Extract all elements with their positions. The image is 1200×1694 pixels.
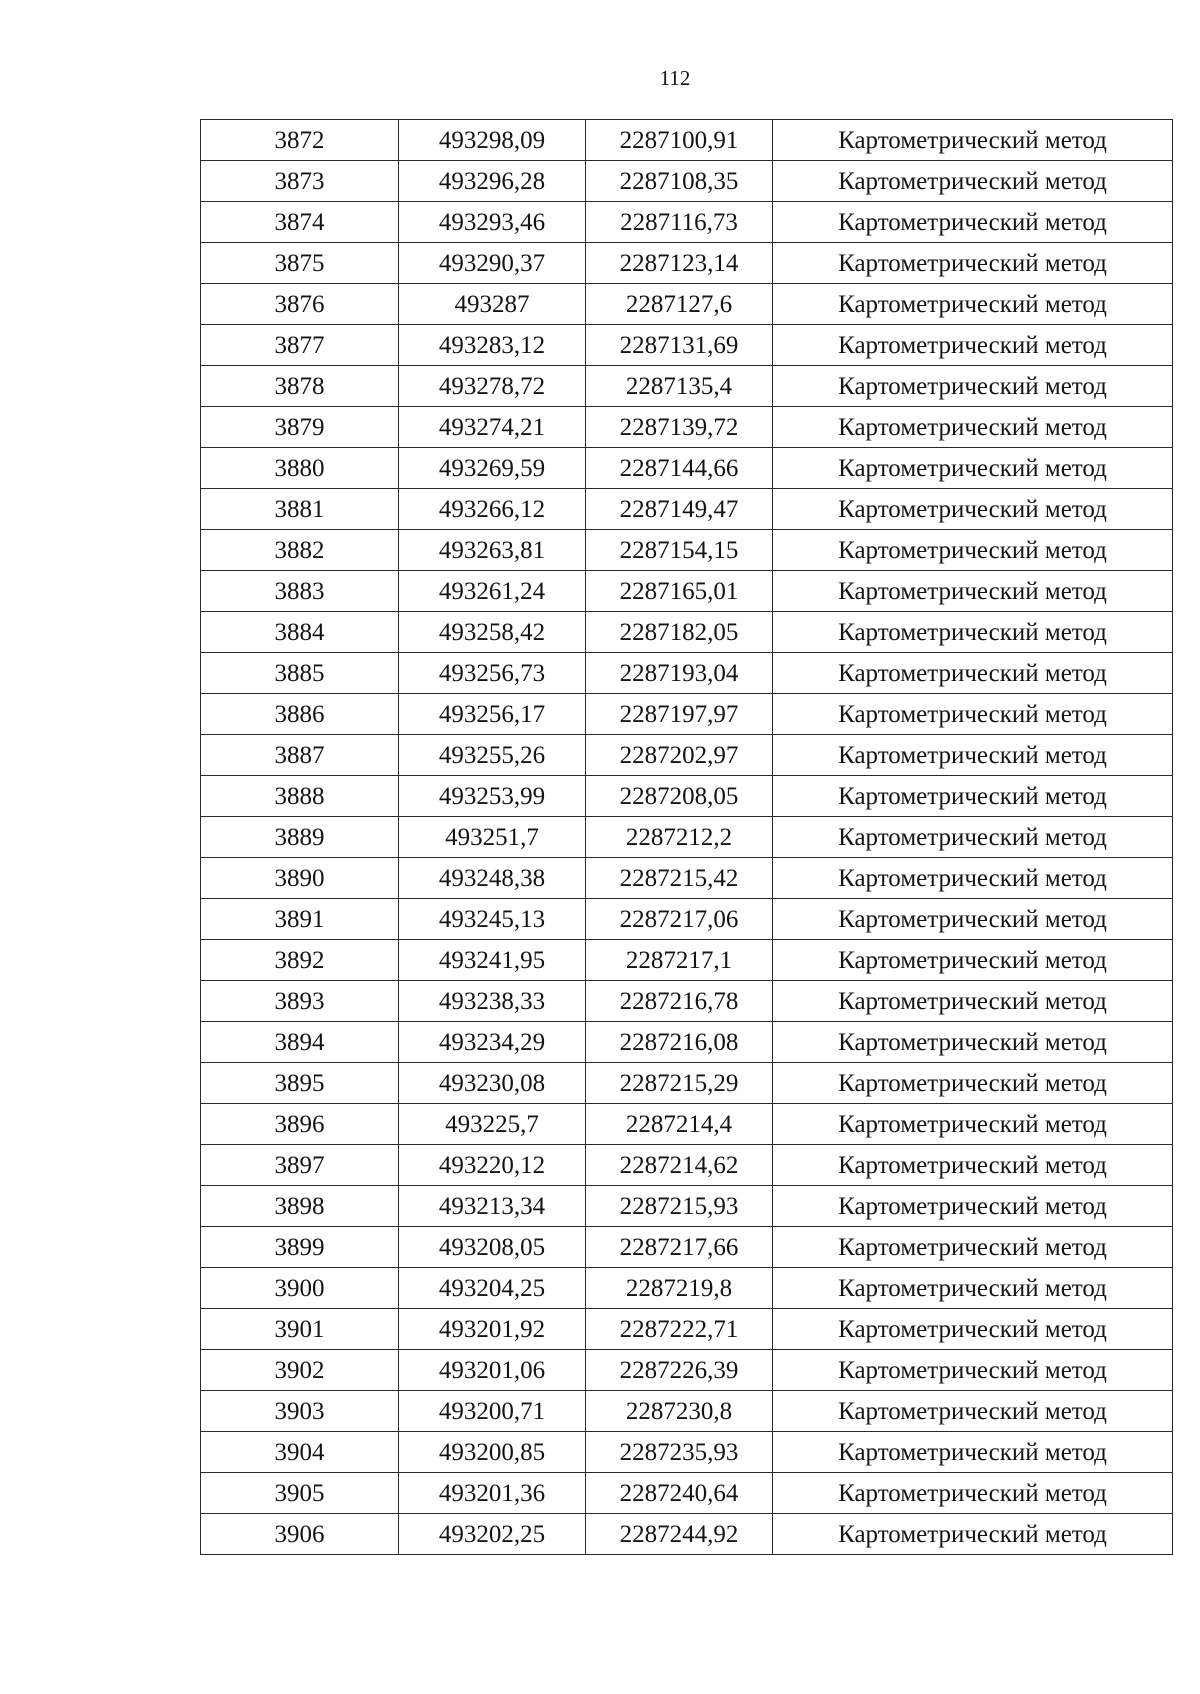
page-number: 112 [659, 66, 691, 90]
x-coordinate-cell: 493253,99 [399, 776, 586, 817]
x-coordinate-cell: 493220,12 [399, 1145, 586, 1186]
point-number-cell: 3902 [201, 1350, 399, 1391]
method-cell: Картометрический метод [773, 489, 1173, 530]
table-row [201, 981, 1173, 1022]
x-coordinate-cell: 493293,46 [399, 202, 586, 243]
x-coordinate-cell: 493245,13 [399, 899, 586, 940]
table-row [201, 325, 1173, 366]
y-coordinate-cell: 2287131,69 [586, 325, 773, 366]
x-coordinate-cell: 493201,06 [399, 1350, 586, 1391]
method-cell: Картометрический метод [773, 1186, 1173, 1227]
y-coordinate-cell: 2287135,4 [586, 366, 773, 407]
point-number-cell: 3889 [201, 817, 399, 858]
y-coordinate-cell: 2287235,93 [586, 1432, 773, 1473]
table-row [201, 1145, 1173, 1186]
table-row [201, 1268, 1173, 1309]
y-coordinate-cell: 2287208,05 [586, 776, 773, 817]
table-row [201, 1063, 1173, 1104]
y-coordinate-cell: 2287215,93 [586, 1186, 773, 1227]
table-row [201, 1227, 1173, 1268]
point-number-cell: 3901 [201, 1309, 399, 1350]
point-number-cell: 3894 [201, 1022, 399, 1063]
x-coordinate-cell: 493238,33 [399, 981, 586, 1022]
y-coordinate-cell: 2287193,04 [586, 653, 773, 694]
y-coordinate-cell: 2287214,4 [586, 1104, 773, 1145]
x-coordinate-cell: 493255,26 [399, 735, 586, 776]
y-coordinate-cell: 2287215,42 [586, 858, 773, 899]
y-coordinate-cell: 2287202,97 [586, 735, 773, 776]
table-row [201, 489, 1173, 530]
method-cell: Картометрический метод [773, 1145, 1173, 1186]
table-row [201, 161, 1173, 202]
table-row [201, 120, 1173, 161]
point-number-cell: 3895 [201, 1063, 399, 1104]
table-row [201, 243, 1173, 284]
table-row [201, 1350, 1173, 1391]
y-coordinate-cell: 2287244,92 [586, 1514, 773, 1555]
point-number-cell: 3892 [201, 940, 399, 981]
table-row [201, 407, 1173, 448]
method-cell: Картометрический метод [773, 1432, 1173, 1473]
x-coordinate-cell: 493287 [399, 284, 586, 325]
table-row [201, 1186, 1173, 1227]
method-cell: Картометрический метод [773, 120, 1173, 161]
method-cell: Картометрический метод [773, 1104, 1173, 1145]
x-coordinate-cell: 493298,09 [399, 120, 586, 161]
y-coordinate-cell: 2287100,91 [586, 120, 773, 161]
point-number-cell: 3878 [201, 366, 399, 407]
y-coordinate-cell: 2287123,14 [586, 243, 773, 284]
method-cell: Картометрический метод [773, 1227, 1173, 1268]
y-coordinate-cell: 2287215,29 [586, 1063, 773, 1104]
point-number-cell: 3904 [201, 1432, 399, 1473]
x-coordinate-cell: 493263,81 [399, 530, 586, 571]
table-body [201, 120, 1173, 1555]
method-cell: Картометрический метод [773, 161, 1173, 202]
y-coordinate-cell: 2287127,6 [586, 284, 773, 325]
method-cell: Картометрический метод [773, 940, 1173, 981]
y-coordinate-cell: 2287222,71 [586, 1309, 773, 1350]
point-number-cell: 3879 [201, 407, 399, 448]
x-coordinate-cell: 493296,28 [399, 161, 586, 202]
point-number-cell: 3906 [201, 1514, 399, 1555]
x-coordinate-cell: 493274,21 [399, 407, 586, 448]
y-coordinate-cell: 2287149,47 [586, 489, 773, 530]
method-cell: Картометрический метод [773, 899, 1173, 940]
y-coordinate-cell: 2287197,97 [586, 694, 773, 735]
point-number-cell: 3873 [201, 161, 399, 202]
y-coordinate-cell: 2287216,08 [586, 1022, 773, 1063]
x-coordinate-cell: 493241,95 [399, 940, 586, 981]
method-cell: Картометрический метод [773, 325, 1173, 366]
point-number-cell: 3898 [201, 1186, 399, 1227]
method-cell: Картометрический метод [773, 407, 1173, 448]
y-coordinate-cell: 2287230,8 [586, 1391, 773, 1432]
method-cell: Картометрический метод [773, 1022, 1173, 1063]
y-coordinate-cell: 2287226,39 [586, 1350, 773, 1391]
table-row [201, 1514, 1173, 1555]
point-number-cell: 3899 [201, 1227, 399, 1268]
table-row [201, 940, 1173, 981]
point-number-cell: 3875 [201, 243, 399, 284]
x-coordinate-cell: 493283,12 [399, 325, 586, 366]
point-number-cell: 3896 [201, 1104, 399, 1145]
x-coordinate-cell: 493200,85 [399, 1432, 586, 1473]
point-number-cell: 3900 [201, 1268, 399, 1309]
y-coordinate-cell: 2287116,73 [586, 202, 773, 243]
y-coordinate-cell: 2287154,15 [586, 530, 773, 571]
x-coordinate-cell: 493266,12 [399, 489, 586, 530]
table-row [201, 735, 1173, 776]
point-number-cell: 3890 [201, 858, 399, 899]
y-coordinate-cell: 2287219,8 [586, 1268, 773, 1309]
x-coordinate-cell: 493204,25 [399, 1268, 586, 1309]
y-coordinate-cell: 2287217,1 [586, 940, 773, 981]
y-coordinate-cell: 2287217,06 [586, 899, 773, 940]
method-cell: Картометрический метод [773, 571, 1173, 612]
x-coordinate-cell: 493256,17 [399, 694, 586, 735]
table-row [201, 899, 1173, 940]
point-number-cell: 3893 [201, 981, 399, 1022]
method-cell: Картометрический метод [773, 202, 1173, 243]
y-coordinate-cell: 2287240,64 [586, 1473, 773, 1514]
method-cell: Картометрический метод [773, 1309, 1173, 1350]
method-cell: Картометрический метод [773, 858, 1173, 899]
point-number-cell: 3877 [201, 325, 399, 366]
y-coordinate-cell: 2287214,62 [586, 1145, 773, 1186]
x-coordinate-cell: 493208,05 [399, 1227, 586, 1268]
x-coordinate-cell: 493201,92 [399, 1309, 586, 1350]
point-number-cell: 3891 [201, 899, 399, 940]
point-number-cell: 3905 [201, 1473, 399, 1514]
point-number-cell: 3882 [201, 530, 399, 571]
x-coordinate-cell: 493200,71 [399, 1391, 586, 1432]
method-cell: Картометрический метод [773, 243, 1173, 284]
method-cell: Картометрический метод [773, 530, 1173, 571]
table-row [201, 1022, 1173, 1063]
point-number-cell: 3888 [201, 776, 399, 817]
method-cell: Картометрический метод [773, 1514, 1173, 1555]
table-row [201, 448, 1173, 489]
x-coordinate-cell: 493258,42 [399, 612, 586, 653]
method-cell: Картометрический метод [773, 694, 1173, 735]
y-coordinate-cell: 2287217,66 [586, 1227, 773, 1268]
point-number-cell: 3884 [201, 612, 399, 653]
method-cell: Картометрический метод [773, 1473, 1173, 1514]
table-row [201, 1391, 1173, 1432]
coordinates-table [200, 119, 1173, 1555]
method-cell: Картометрический метод [773, 653, 1173, 694]
x-coordinate-cell: 493234,29 [399, 1022, 586, 1063]
table-row [201, 571, 1173, 612]
table-row [201, 284, 1173, 325]
method-cell: Картометрический метод [773, 1391, 1173, 1432]
method-cell: Картометрический метод [773, 366, 1173, 407]
point-number-cell: 3876 [201, 284, 399, 325]
table-row [201, 1432, 1173, 1473]
method-cell: Картометрический метод [773, 612, 1173, 653]
method-cell: Картометрический метод [773, 1063, 1173, 1104]
method-cell: Картометрический метод [773, 284, 1173, 325]
table-row [201, 858, 1173, 899]
x-coordinate-cell: 493201,36 [399, 1473, 586, 1514]
y-coordinate-cell: 2287216,78 [586, 981, 773, 1022]
x-coordinate-cell: 493248,38 [399, 858, 586, 899]
x-coordinate-cell: 493251,7 [399, 817, 586, 858]
method-cell: Картометрический метод [773, 981, 1173, 1022]
y-coordinate-cell: 2287182,05 [586, 612, 773, 653]
y-coordinate-cell: 2287139,72 [586, 407, 773, 448]
point-number-cell: 3897 [201, 1145, 399, 1186]
method-cell: Картометрический метод [773, 1350, 1173, 1391]
point-number-cell: 3880 [201, 448, 399, 489]
x-coordinate-cell: 493269,59 [399, 448, 586, 489]
table-row [201, 694, 1173, 735]
table-row [201, 1309, 1173, 1350]
y-coordinate-cell: 2287165,01 [586, 571, 773, 612]
x-coordinate-cell: 493225,7 [399, 1104, 586, 1145]
x-coordinate-cell: 493261,24 [399, 571, 586, 612]
table-row [201, 1104, 1173, 1145]
x-coordinate-cell: 493202,25 [399, 1514, 586, 1555]
method-cell: Картометрический метод [773, 776, 1173, 817]
method-cell: Картометрический метод [773, 817, 1173, 858]
point-number-cell: 3874 [201, 202, 399, 243]
table-row [201, 612, 1173, 653]
x-coordinate-cell: 493213,34 [399, 1186, 586, 1227]
method-cell: Картометрический метод [773, 735, 1173, 776]
point-number-cell: 3903 [201, 1391, 399, 1432]
x-coordinate-cell: 493278,72 [399, 366, 586, 407]
point-number-cell: 3885 [201, 653, 399, 694]
point-number-cell: 3872 [201, 120, 399, 161]
y-coordinate-cell: 2287212,2 [586, 817, 773, 858]
table-row [201, 202, 1173, 243]
x-coordinate-cell: 493290,37 [399, 243, 586, 284]
table-row [201, 530, 1173, 571]
point-number-cell: 3883 [201, 571, 399, 612]
table-row [201, 817, 1173, 858]
table-row [201, 653, 1173, 694]
method-cell: Картометрический метод [773, 448, 1173, 489]
y-coordinate-cell: 2287144,66 [586, 448, 773, 489]
table-row [201, 1473, 1173, 1514]
table-row [201, 366, 1173, 407]
x-coordinate-cell: 493256,73 [399, 653, 586, 694]
table-row [201, 776, 1173, 817]
point-number-cell: 3887 [201, 735, 399, 776]
x-coordinate-cell: 493230,08 [399, 1063, 586, 1104]
point-number-cell: 3881 [201, 489, 399, 530]
point-number-cell: 3886 [201, 694, 399, 735]
y-coordinate-cell: 2287108,35 [586, 161, 773, 202]
method-cell: Картометрический метод [773, 1268, 1173, 1309]
